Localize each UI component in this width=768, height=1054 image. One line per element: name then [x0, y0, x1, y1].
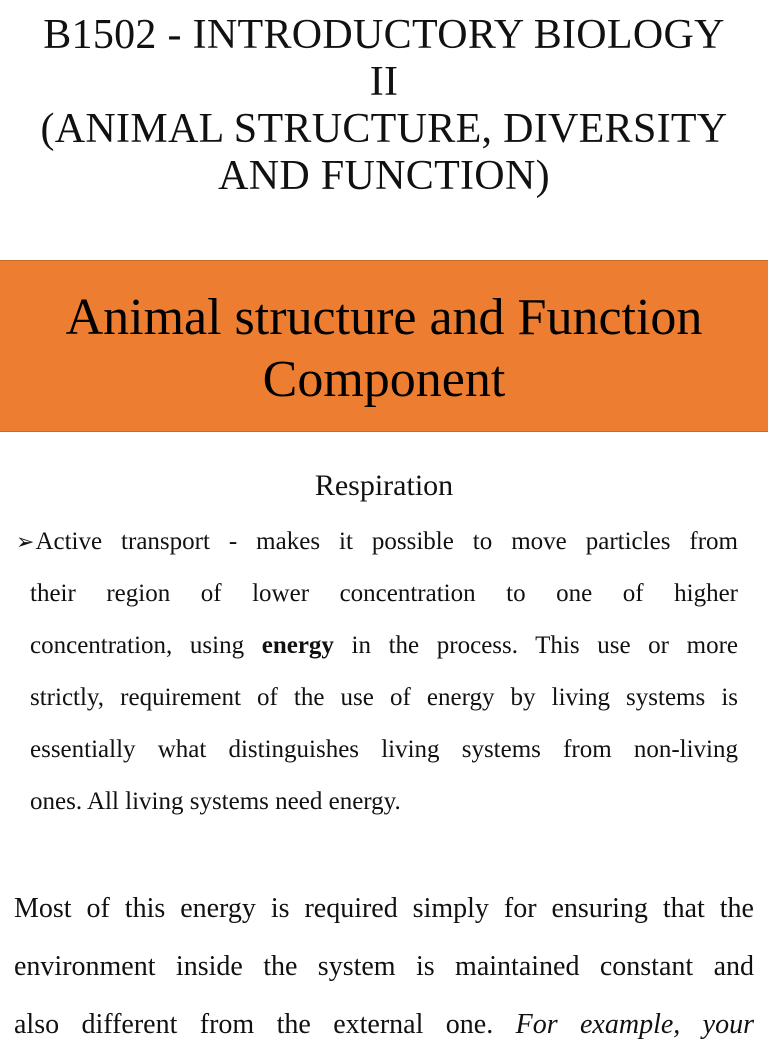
paragraph-line: [16, 620, 738, 672]
bullet-paragraph: [16, 516, 738, 828]
body-paragraph: [14, 880, 754, 1054]
paragraph-line: their region of lower concentration to one of higher: [30, 580, 738, 607]
emphasis-energy: energy: [261, 632, 334, 659]
paragraph-line: ones. All living systems need energy.: [30, 788, 401, 815]
course-title-line: (ANIMAL STRUCTURE, DIVERSITY: [40, 106, 728, 152]
banner-title-line: Animal structure and Function: [65, 289, 703, 346]
section-heading: Respiration: [314, 469, 454, 502]
arrow-bullet-icon: ➢: [16, 529, 35, 554]
paragraph-line: [14, 996, 754, 1054]
paragraph-line: Most of this energy is required simply for ensuring that the: [14, 893, 754, 924]
banner-title: [0, 261, 768, 411]
course-title-line: II: [369, 59, 399, 105]
line-text: Active transport - makes it possible to move particles from: [35, 528, 738, 555]
course-title-line: B1502 - INTRODUCTORY BIOLOGY: [43, 12, 725, 58]
banner-title-line: Component: [262, 351, 506, 408]
course-title-line: AND FUNCTION): [218, 153, 550, 199]
line-text: in the process. This use or more: [333, 632, 738, 659]
component-banner: [0, 260, 768, 432]
paragraph-line: strictly, requirement of the use of energy by living systems is: [30, 684, 738, 711]
paragraph-line: essentially what distinguishes living systems from non-living: [30, 736, 738, 763]
course-title: [0, 12, 768, 200]
paragraph-line: [16, 516, 738, 568]
line-text: also different from the external one.: [14, 1009, 516, 1040]
example-text: For example, your: [515, 1009, 754, 1040]
line-text: concentration, using: [30, 632, 262, 659]
paragraph-line: environment inside the system is maintained constant and: [14, 951, 754, 982]
